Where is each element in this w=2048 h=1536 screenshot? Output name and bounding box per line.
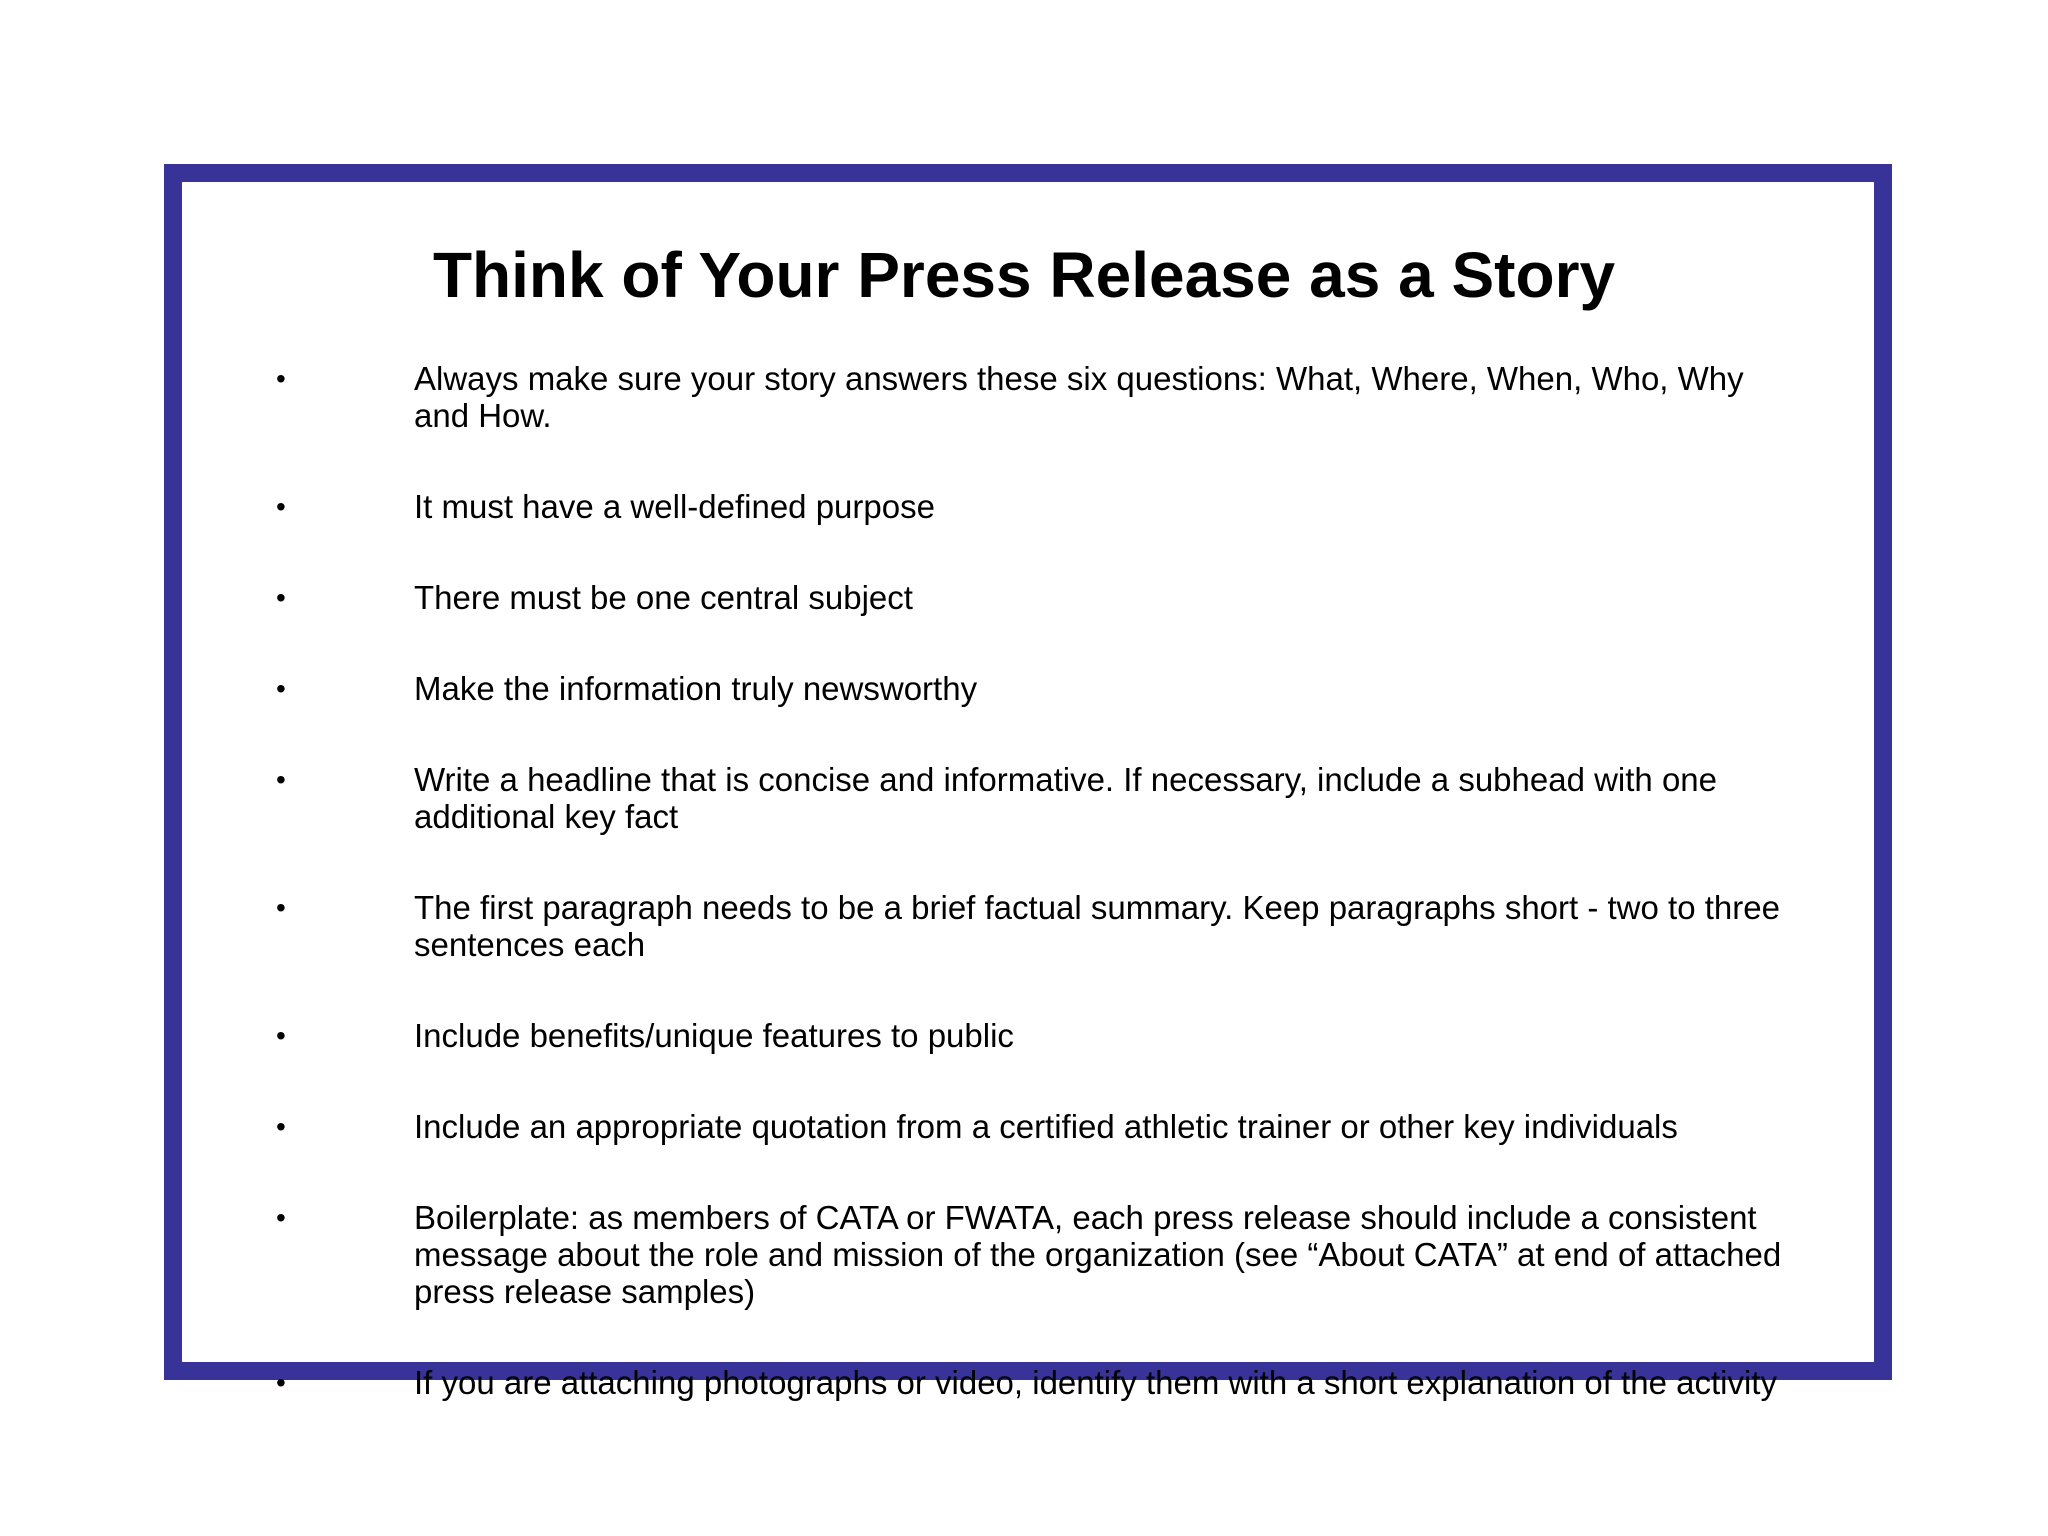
bullet-dot: • [276, 1111, 286, 1142]
bullet-text: There must be one central subject [414, 579, 913, 616]
bullet-dot: • [276, 764, 286, 795]
bullet-dot: • [276, 1367, 286, 1398]
bullet-dot: • [276, 1202, 286, 1233]
bullet-dot: • [276, 363, 286, 394]
bullet-dot: • [276, 673, 286, 704]
bullet-text: Boilerplate: as members of CATA or FWATA, each press release should include a consistent message about the role and mission of the organization (see “About CATA” at end of attached press release samples) [414, 1199, 1782, 1310]
bullet-text: Always make sure your story answers these six questions: What, Where, When, Who, Why and How. [414, 360, 1744, 434]
bullet-text: Make the information truly newsworthy [414, 670, 978, 707]
bullet-text: Include an appropriate quotation from a certified athletic trainer or other key individuals [414, 1108, 1678, 1145]
bullet-dot: • [276, 491, 286, 522]
bullet-dot: • [276, 1020, 286, 1051]
bullet-dot: • [276, 582, 286, 613]
bullet-text: Write a headline that is concise and informative. If necessary, include a subhead with one additional key fact [414, 761, 1718, 835]
bullet-text: If you are attaching photographs or video, identify them with a short explanation of the activity [414, 1364, 1777, 1401]
bullet-text: It must have a well-defined purpose [414, 488, 935, 525]
bullet-text: Include benefits/unique features to public [414, 1017, 1014, 1054]
bullet-dot: • [276, 892, 286, 923]
bullet-text: The first paragraph needs to be a brief factual summary. Keep paragraphs short - two to three sentences each [414, 889, 1780, 963]
slide-title: Think of Your Press Release as a Story [432, 239, 1616, 311]
